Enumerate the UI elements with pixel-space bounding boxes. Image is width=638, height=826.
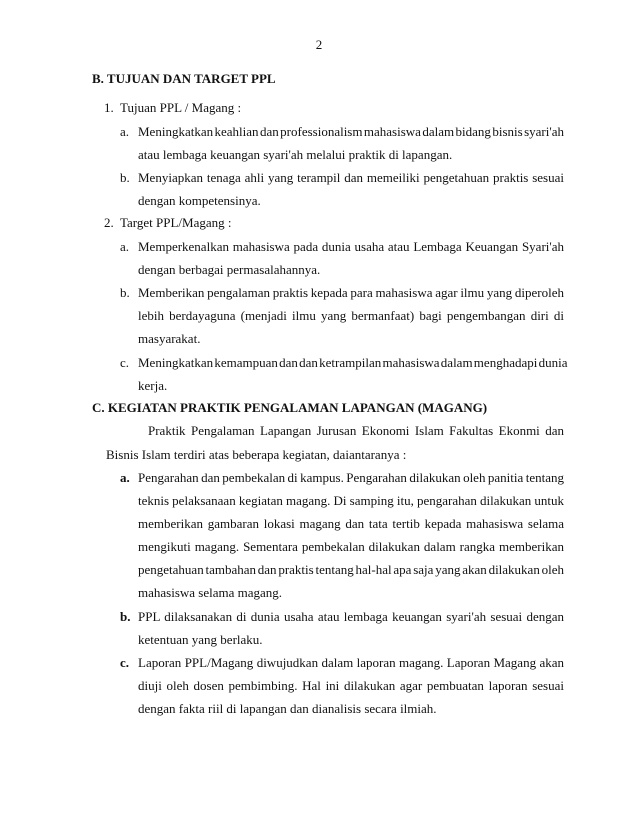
text-line: dengan fakta riil di lapangan dan dianalisis secara ilmiah. [138, 701, 437, 716]
text-line: diuji oleh dosen pembimbing. Hal ini dilakukan agar pembuatan laporan sesuai [138, 678, 564, 693]
text-line: Pengarahan dan pembekalan di kampus. Pengarahan dilakukan oleh panitia tentang [138, 470, 564, 485]
list-marker: b. [120, 609, 131, 624]
text-line: PPL dilaksanakan di dunia usaha atau lembaga keuangan syari'ah sesuai dengan [138, 609, 564, 624]
list-marker: 2. [104, 215, 114, 230]
list-marker: 1. [104, 100, 114, 115]
text-line: dengan berbagai permasalahannya. [138, 262, 321, 277]
text-line: Bisnis Islam terdiri atas beberapa kegiatan, daiantaranya : [106, 447, 407, 462]
list-marker: c. [120, 355, 130, 370]
text-line: masyarakat. [138, 331, 201, 346]
text-line: Meningkatkan keahlian dan professionalism mahasiswa dalam bidang bisnis syari'ah [138, 124, 564, 139]
list-marker: a. [120, 470, 130, 485]
list-marker: a. [120, 239, 130, 254]
section-b-heading: B. TUJUAN DAN TARGET PPL [92, 71, 276, 86]
text-line: Meningkatkan kemampuan dan dan ketrampilan mahasiswa dalam menghadapi dunia [138, 355, 568, 370]
text-line: memberikan gambaran lokasi magang dan tata tertib kepada mahasiswa selama [138, 516, 564, 531]
item-title: Tujuan PPL / Magang : [120, 100, 242, 115]
page-number: 2 [315, 37, 323, 52]
text-line: mengikuti magang. Sementara pembekalan dilakukan dalam rangka memberikan [138, 539, 564, 554]
text-line: ketentuan yang berlaku. [138, 632, 263, 647]
text-line: lebih berdayaguna (menjadi ilmu yang bermanfaat) bagi pengembangan diri di [138, 308, 564, 323]
text-line: mahasiswa selama magang. [138, 585, 283, 600]
text-line: Praktik Pengalaman Lapangan Jurusan Ekonomi Islam Fakultas Ekonmi dan [148, 423, 564, 438]
list-marker: b. [120, 170, 130, 185]
item-title: Target PPL/Magang : [120, 215, 232, 230]
text-line: Menyiapkan tenaga ahli yang terampil dan memeiliki pengetahuan praktis sesuai [138, 170, 564, 185]
text-line: atau lembaga keuangan syari'ah melalui praktik di lapangan. [138, 147, 453, 162]
list-marker: b. [120, 285, 130, 300]
text-line: dengan kompetensinya. [138, 193, 261, 208]
text-line: Laporan PPL/Magang diwujudkan dalam laporan magang. Laporan Magang akan [138, 655, 564, 670]
text-line: Memperkenalkan mahasiswa pada dunia usaha atau Lembaga Keuangan Syari'ah [138, 239, 564, 254]
text-line: Memberikan pengalaman praktis kepada para mahasiswa agar ilmu yang diperoleh [138, 285, 564, 300]
text-line: pengetahuan tambahan dan praktis tentang hal-hal apa saja yang akan dilakukan oleh [138, 562, 564, 577]
section-c-heading: C. KEGIATAN PRAKTIK PENGALAMAN LAPANGAN (MAGANG) [92, 400, 488, 415]
text-line: teknis pelaksanaan kegiatan magang. Di samping itu, pengarahan dilakukan untuk [138, 493, 564, 508]
list-marker: c. [120, 655, 130, 670]
text-line: kerja. [138, 378, 168, 393]
list-marker: a. [120, 124, 130, 139]
